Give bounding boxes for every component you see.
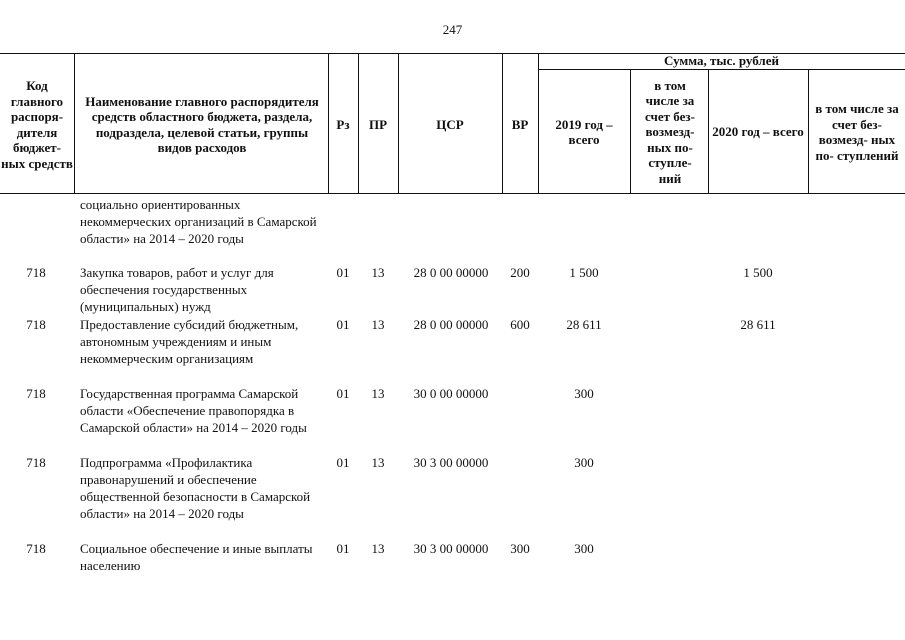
cell-vr: 600 xyxy=(510,317,530,332)
header-2020-free: в том числе за счет без- возмезд- ных по- ступлений xyxy=(815,101,899,163)
cell-2019-total: 1 500 xyxy=(569,265,599,280)
cell-name: Подпрограмма «Профилактика правонарушений и обеспечение общественной безопасности в Самарской области» на 2014 – 2020 годы xyxy=(80,455,311,521)
cell-2019-total: 300 xyxy=(574,455,594,470)
col-divider xyxy=(808,69,809,194)
cell-name: Закупка товаров, работ и услуг для обеспечения государственных (муниципальных) нужд xyxy=(80,265,274,314)
sum-group-rule xyxy=(538,69,905,70)
cell-rz: 01 xyxy=(336,265,350,280)
cell-rz: 01 xyxy=(336,317,350,332)
cell-pr: 13 xyxy=(371,317,385,332)
cell-csr: 28 0 00 00000 xyxy=(413,317,489,332)
cell-name: социально ориентированных некоммерческих организаций в Самарской области» на 2014 – 2020 годы xyxy=(80,197,317,246)
col-divider xyxy=(74,53,75,194)
header-sum-group: Сумма, тыс. рублей xyxy=(664,53,779,69)
col-divider xyxy=(630,69,631,194)
cell-pr: 13 xyxy=(371,455,385,470)
cell-2020-total: 28 611 xyxy=(740,317,776,332)
cell-rz: 01 xyxy=(336,386,350,401)
header-kod: Код главного распоря- дителя бюджет- ных средств xyxy=(1,78,73,171)
header-rz: Рз xyxy=(336,116,350,132)
cell-csr: 30 3 00 00000 xyxy=(413,541,489,556)
cell-pr: 13 xyxy=(371,265,385,280)
cell-name: Государственная программа Самарской области «Обеспечение правопорядка в Самарской области» на 2014 – 2020 годы xyxy=(80,386,307,435)
cell-kod: 718 xyxy=(26,455,46,470)
cell-csr: 30 3 00 00000 xyxy=(413,455,489,470)
cell-kod: 718 xyxy=(26,386,46,401)
cell-name: Предоставление субсидий бюджетным, автономным учреждениям и иным некоммерческим организациям xyxy=(80,317,299,366)
cell-2019-total: 300 xyxy=(574,541,594,556)
header-vr: ВР xyxy=(511,116,529,132)
header-2019-free: в том числе за счет без- возмезд- ных по- ступле- ний xyxy=(645,77,695,186)
cell-kod: 718 xyxy=(26,265,46,280)
header-name: Наименование главного распорядителя средств областного бюджета, раздела, подраздела, целевой статьи, группы видов расходов xyxy=(85,93,319,155)
cell-pr: 13 xyxy=(371,541,385,556)
page-number: 247 xyxy=(442,22,463,37)
cell-csr: 30 0 00 00000 xyxy=(413,386,489,401)
header-csr: ЦСР xyxy=(436,116,464,132)
cell-kod: 718 xyxy=(26,317,46,332)
cell-kod: 718 xyxy=(26,541,46,556)
cell-pr: 13 xyxy=(371,386,385,401)
cell-rz: 01 xyxy=(336,455,350,470)
header-bottom-rule xyxy=(0,193,905,194)
cell-2019-total: 300 xyxy=(574,386,594,401)
cell-2020-total: 1 500 xyxy=(743,265,773,280)
header-pr: ПР xyxy=(368,116,388,132)
col-divider xyxy=(708,69,709,194)
table-header xyxy=(0,53,905,195)
cell-vr: 300 xyxy=(510,541,530,556)
cell-name: Социальное обеспечение и иные выплаты населению xyxy=(80,541,313,573)
cell-2019-total: 28 611 xyxy=(566,317,602,332)
cell-vr: 200 xyxy=(510,265,530,280)
header-2020-total: 2020 год – всего xyxy=(712,124,804,140)
header-2019-total: 2019 год – всего xyxy=(555,116,613,147)
col-divider xyxy=(538,53,539,194)
cell-csr: 28 0 00 00000 xyxy=(413,265,489,280)
cell-rz: 01 xyxy=(336,541,350,556)
